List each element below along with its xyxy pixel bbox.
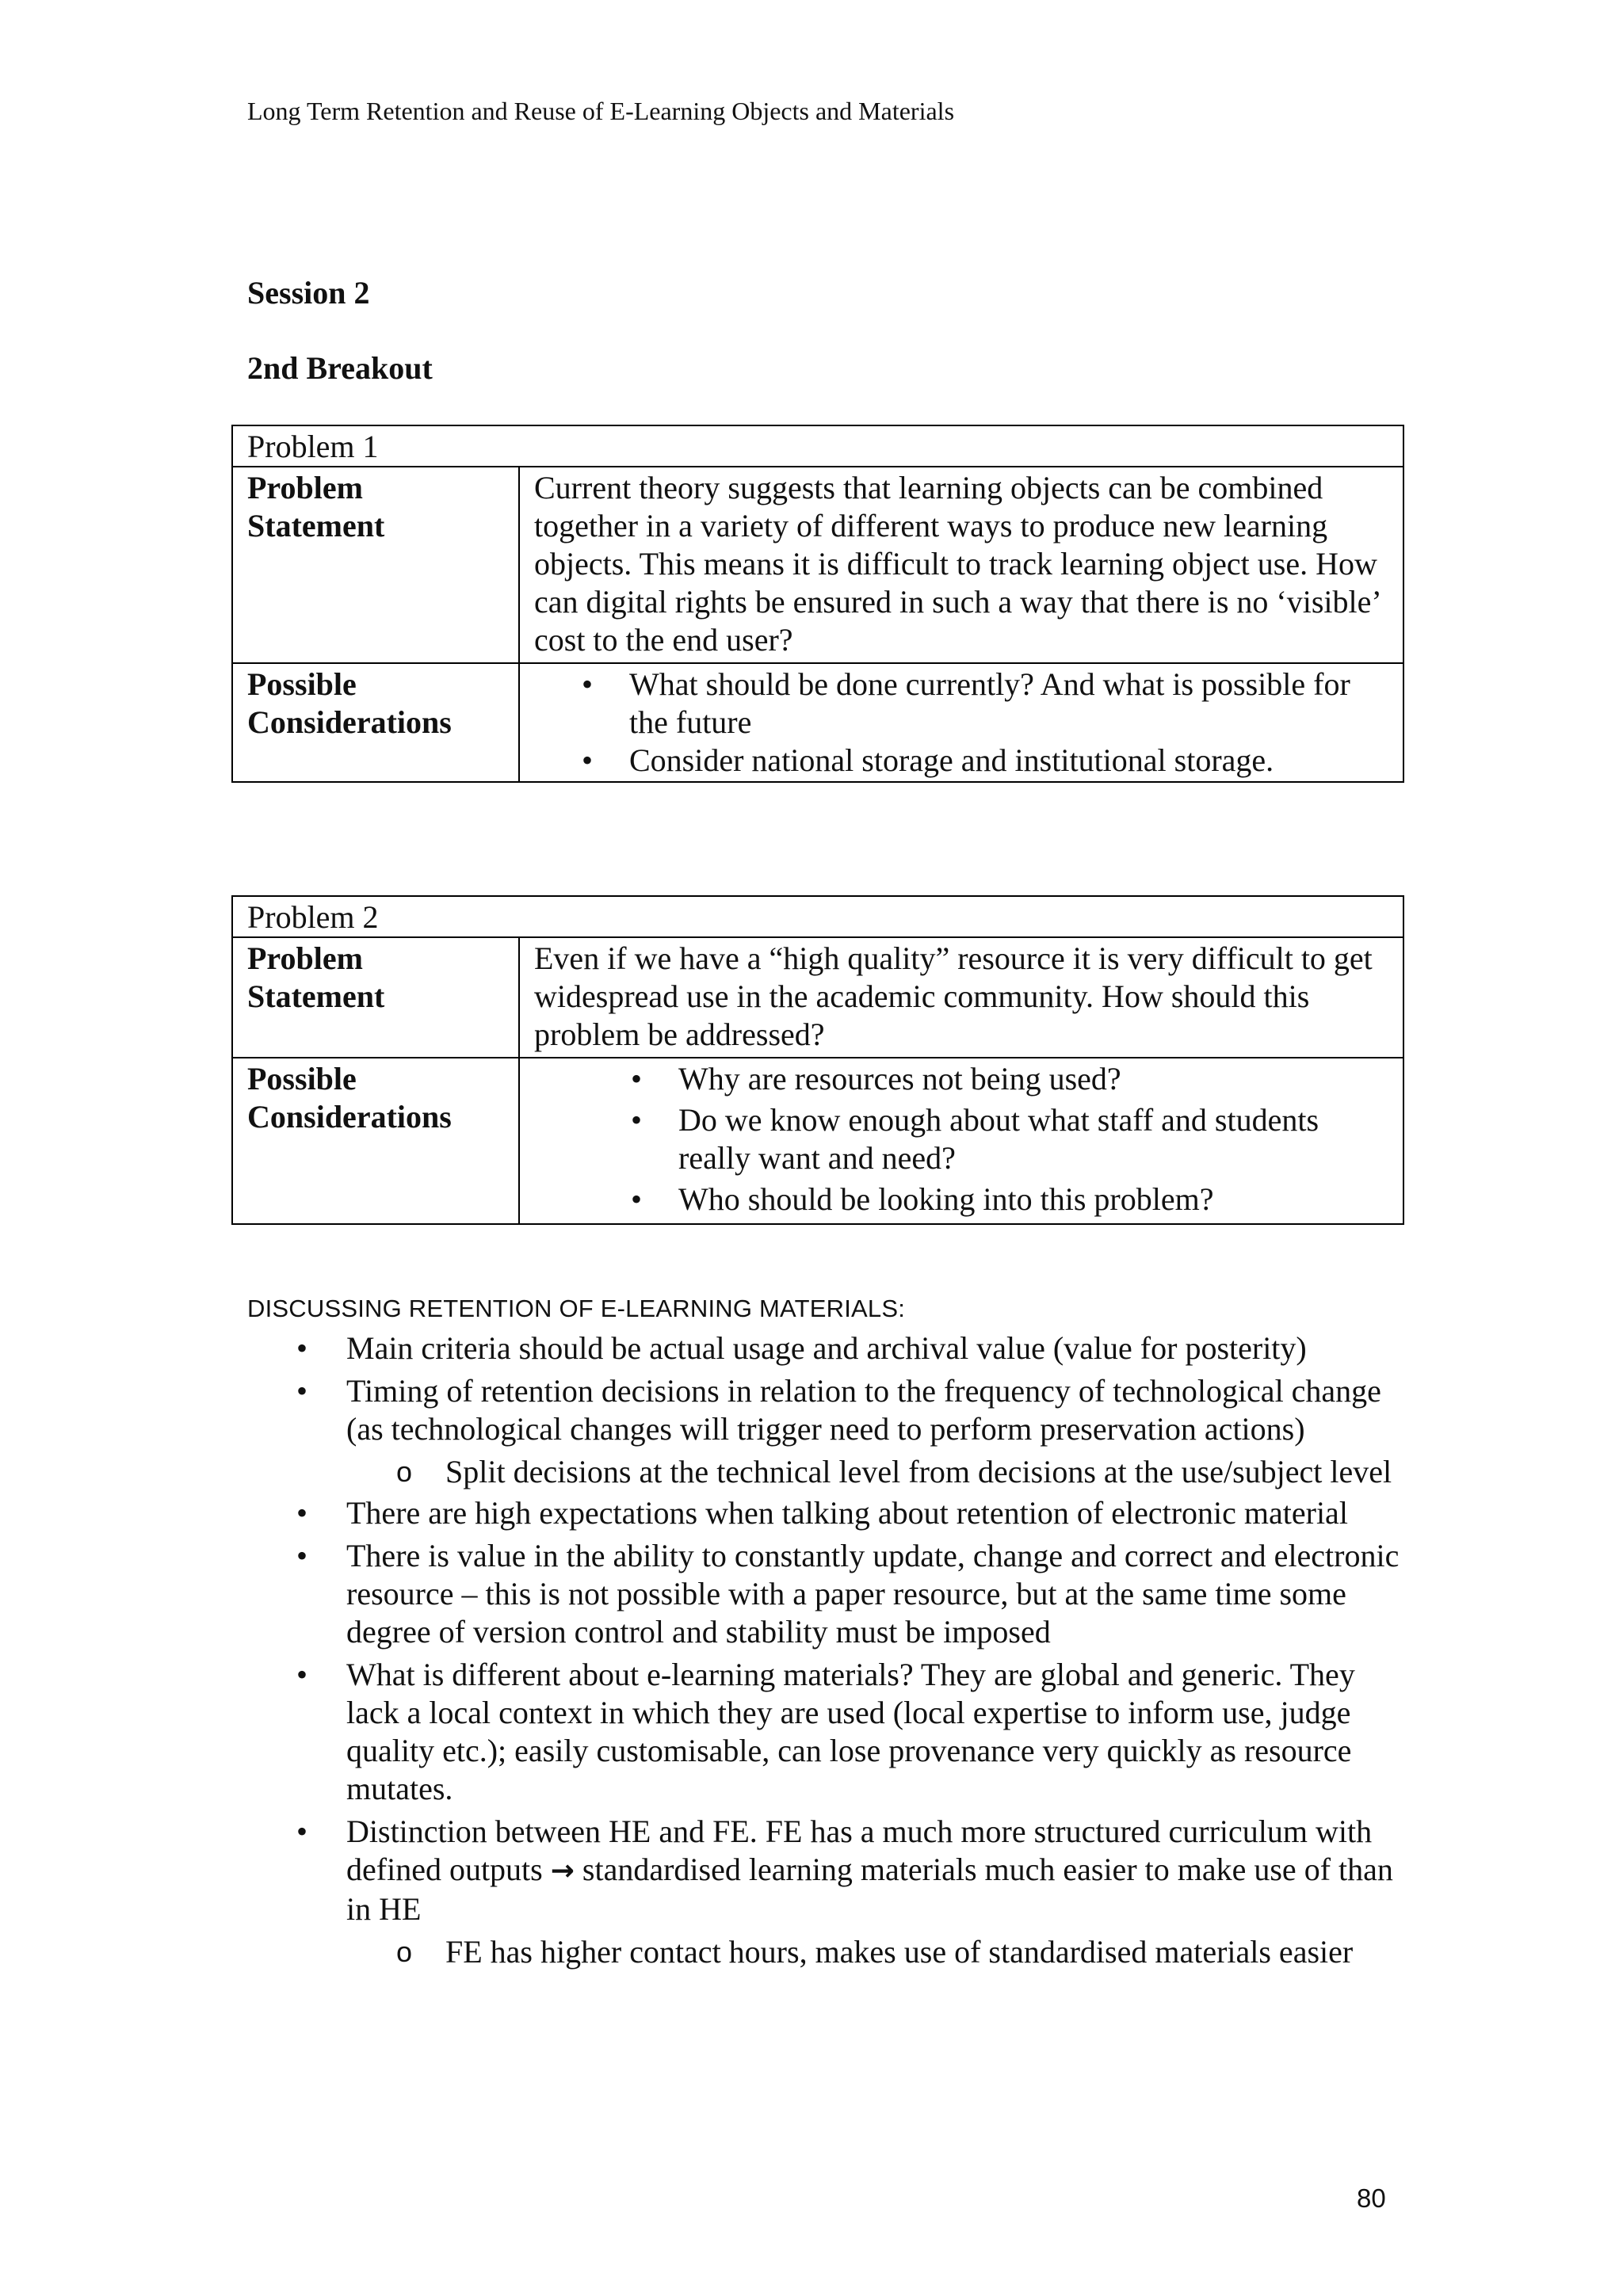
problem-statement-label: Problem Statement (232, 937, 519, 1058)
list-item: • Why are resources not being used? (631, 1061, 1121, 1097)
problem-title: Problem 2 (232, 896, 1403, 937)
sub-list-item: o FE has higher contact hours, makes use of standardised materials easier (396, 1934, 1354, 1970)
possible-considerations (519, 1058, 1403, 1224)
circle-bullet-icon: o (396, 1455, 413, 1488)
bullet-icon: • (296, 1657, 308, 1692)
list-item: • What is different about e-learning materials? They are global and generic. They lack a local context in which they are used (local expertise to inform use, judge quality etc.); easily customisable, can lose provenance very quickly as resource mutates. (296, 1657, 1355, 1806)
list-item: • Main criteria should be actual usage and archival value (value for posterity) (296, 1330, 1307, 1366)
circle-bullet-icon: o (396, 1936, 413, 1968)
sub-list-item: o Split decisions at the technical level from decisions at the use/subject level (396, 1454, 1392, 1489)
possible-considerations-label: Possible Considerations (232, 663, 519, 782)
possible-considerations-label: Possible Considerations (232, 1058, 519, 1224)
page-number: 80 (1357, 2183, 1386, 2213)
possible-considerations (519, 663, 1403, 782)
problem-1-table (231, 425, 1404, 783)
problem-statement: Even if we have a “high quality” resource it is very difficult to get widespread use in the academic community. How should this problem be addressed? (519, 937, 1403, 1058)
list-item: • Consider national storage and institutional storage. (582, 742, 1274, 778)
list-item: • Timing of retention decisions in relation to the frequency of technological change (as technological changes will trigger need to perform preservation actions) (296, 1373, 1381, 1447)
arrow-right-icon: → (550, 1855, 575, 1887)
bullet-icon: • (631, 1061, 643, 1097)
discussion-list (247, 1329, 1412, 1974)
problem-title: Problem 1 (232, 425, 1403, 467)
list-item: • Who should be looking into this problem? (631, 1181, 1214, 1217)
discussion-heading: DISCUSSING RETENTION OF E-LEARNING MATERIALS: (247, 1295, 906, 1322)
list-item: • What should be done currently? And what is possible for the future (582, 666, 1350, 740)
bullet-icon: • (296, 1495, 308, 1531)
breakout-title: 2nd Breakout (247, 350, 433, 386)
bullet-icon: • (582, 742, 594, 778)
bullet-icon: • (631, 1102, 643, 1138)
bullet-icon: • (296, 1814, 308, 1849)
problem-statement: Current theory suggests that learning objects can be combined together in a variety of different ways to produce new learning objects. This means it is difficult to track learning object use. How can digital rights be ensured in such a way that there is no ‘visible’ cost to the end user? (519, 467, 1403, 663)
problem-2-table (231, 895, 1404, 1225)
running-header: Long Term Retention and Reuse of E-Learning Objects and Materials (247, 97, 955, 125)
bullet-icon: • (582, 666, 594, 702)
list-item: • Do we know enough about what staff and students really want and need? (631, 1102, 1319, 1176)
bullet-icon: • (296, 1538, 308, 1573)
bullet-icon: • (631, 1181, 643, 1217)
list-item: • There is value in the ability to constantly update, change and correct and electronic resource – this is not possible with a paper resource, but at the same time some degree of version control and stability must be imposed (296, 1538, 1400, 1650)
bullet-icon: • (296, 1373, 308, 1409)
bullet-icon: • (296, 1330, 308, 1366)
list-item: • Distinction between HE and FE. FE has a much more structured curriculum with defined outputs → standardised learning materials much easier to make use of than in HE (296, 1814, 1393, 1927)
list-item: • There are high expectations when talking about retention of electronic material (296, 1495, 1348, 1531)
session-title: Session 2 (247, 275, 370, 311)
problem-statement-label: Problem Statement (232, 467, 519, 663)
